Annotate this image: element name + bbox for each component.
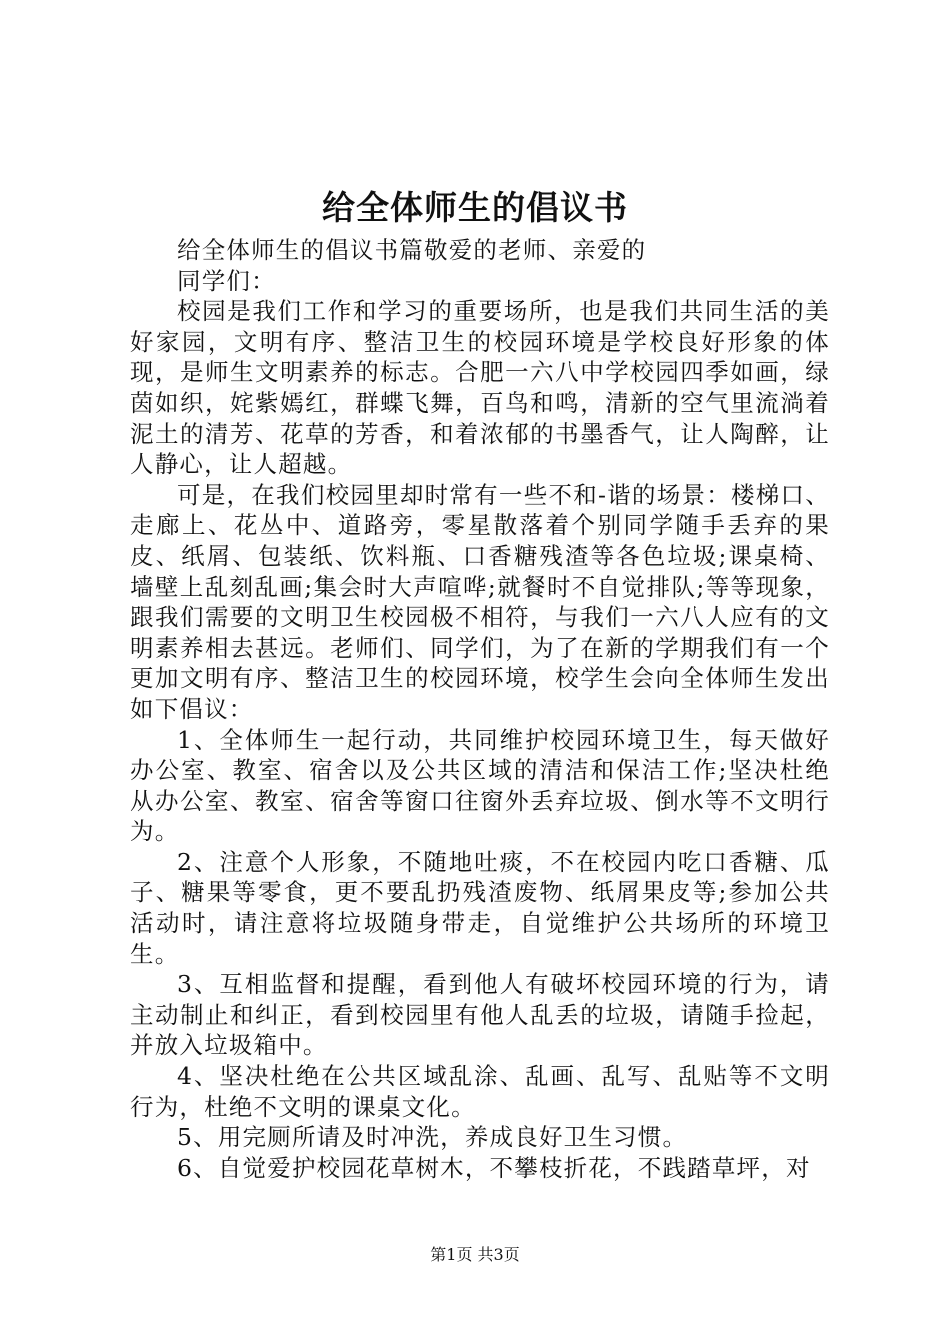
page-number-footer: 第1页 共3页 — [430, 1245, 520, 1264]
proposal-item-3: 3、互相监督和提醒，看到他人有破坏校园环境的行为，请主动制止和纠正，看到校园里有他人乱丢的垃圾，请随手捡起，并放入垃圾箱中。 — [130, 970, 830, 1060]
proposal-item-2: 2、注意个人形象，不随地吐痰，不在校园内吃口香糖、瓜子、糖果等零食，更不要乱扔残渣废物、纸屑果皮等;参加公共活动时，请注意将垃圾随身带走，自觉维护公共场所的环境卫生。 — [130, 847, 830, 968]
intro-line-salutation: 同学们： — [177, 266, 276, 295]
document-title: 给全体师生的倡议书 — [322, 188, 628, 227]
document-body — [130, 235, 830, 1183]
paragraph-campus: 校园是我们工作和学习的重要场所，也是我们共同生活的美好家园，文明有序、整洁卫生的校园环境是学校良好形象的体现，是师生文明素养的标志。合肥一六八中学校园四季如画，绿茵如织，姹紫嫣红，群蝶飞舞，百鸟和鸣，清新的空气里流淌着泥土的清芳、花草的芳香，和着浓郁的书墨香气，让人陶醉，让人静心，让人超越。 — [130, 297, 830, 479]
proposal-item-1: 1、全体师生一起行动，共同维护校园环境卫生，每天做好办公室、教室、宿舍以及公共区域的清洁和保洁工作;坚决杜绝从办公室、教室、宿舍等窗口往窗外丢弃垃圾、倒水等不文明行为。 — [130, 725, 830, 846]
intro-line: 给全体师生的倡议书篇敬爱的老师、亲爱的 — [177, 236, 647, 264]
paragraph-problems: 可是，在我们校园里却时常有一些不和-谐的场景：楼梯口、走廊上、花丛中、道路旁，零星散落着个别同学随手丢弃的果皮、纸屑、包装纸、饮料瓶、口香糖残渣等各色垃圾;课桌椅、墙壁上乱刻乱画;集会时大声喧哗;就餐时不自觉排队;等等现象，跟我们需要的文明卫生校园极不相符，与我们一六八人应有的文明素养相去甚远。老师们、同学们，为了在新的学期我们有一个更加文明有序、整洁卫生的校园环境，校学生会向全体师生发出如下倡议： — [130, 480, 830, 723]
proposal-item-6: 6、自觉爱护校园花草树木，不攀枝折花，不践踏草坪，对 — [177, 1153, 811, 1182]
proposal-item-4: 4、坚决杜绝在公共区域乱涂、乱画、乱写、乱贴等不文明行为，杜绝不文明的课桌文化。 — [130, 1062, 830, 1121]
proposal-item-5: 5、用完厕所请及时冲洗，养成良好卫生习惯。 — [177, 1123, 688, 1152]
